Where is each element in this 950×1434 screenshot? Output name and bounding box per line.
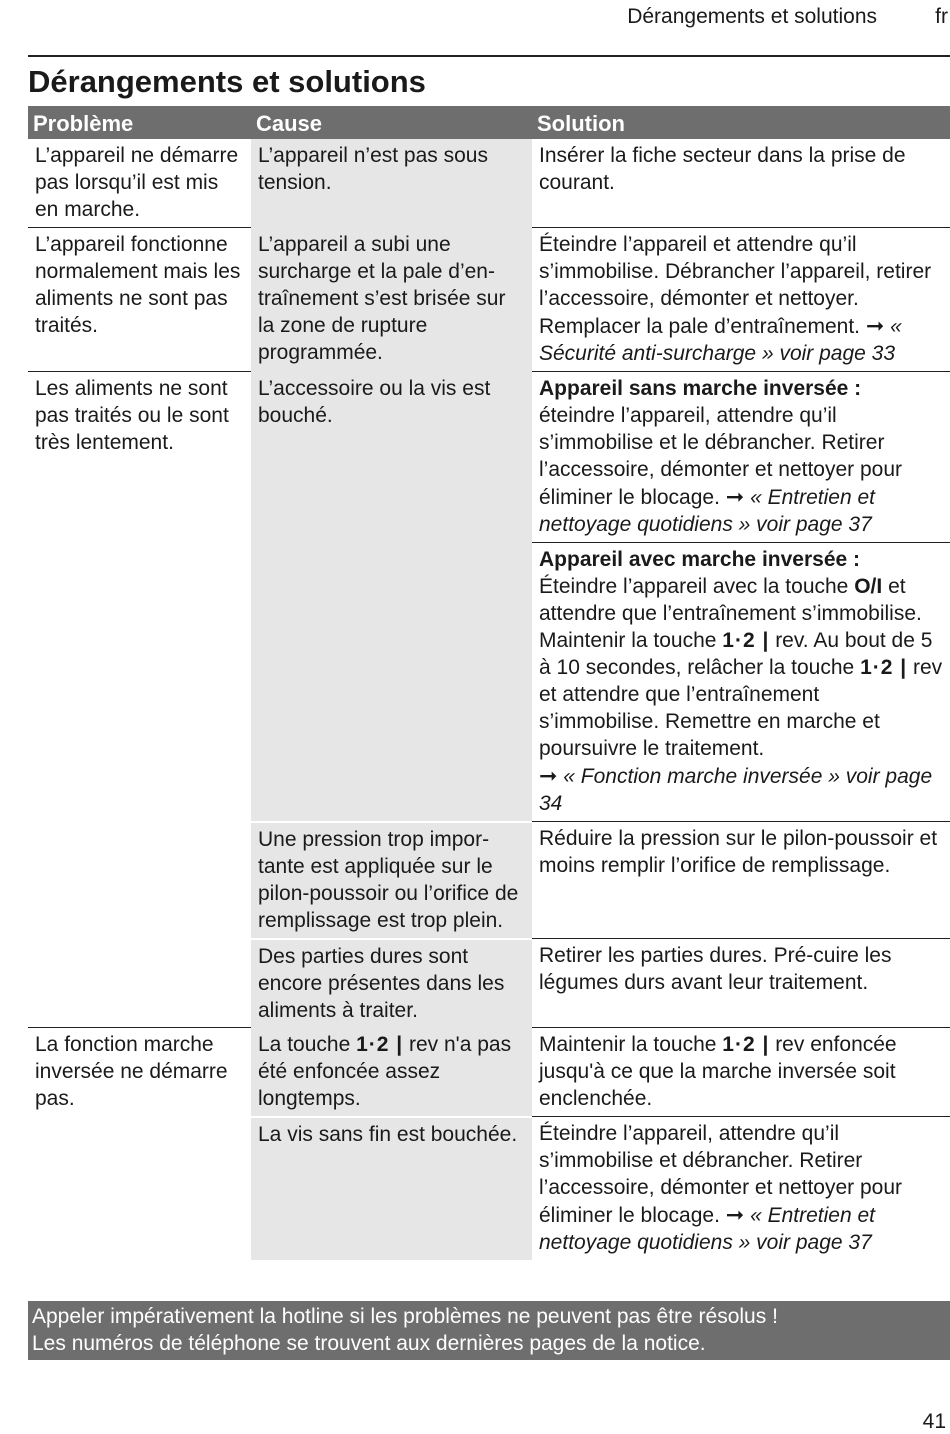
solution-cell [532,228,950,372]
solution-cell [532,543,950,822]
hotline-note [28,1301,950,1360]
troubleshooting-table [28,106,950,1260]
solution-text: rev enfoncée jusqu'à ce que la marche inversée soit enclenchée. [539,1033,897,1110]
table-row [28,372,950,543]
solution-text: Éteindre l’appareil et attendre qu’il s’immobilise. Débrancher l’appareil, retirer l’accessoire, démonter et nettoyer. Remplacer la pale d’entraînement. [539,233,932,338]
table-row [28,139,950,228]
hotline-note-line: Appeler impérativement la hotline si les problèmes ne peuvent pas être résolus ! [32,1305,778,1328]
cause-text: La touche [258,1032,351,1056]
solution-cell [532,1028,950,1117]
solution-text: Éteindre l’appareil avec la touche [539,575,849,598]
solution-text: rev [912,656,943,679]
solution-cell [532,1117,950,1261]
solution-text: et attendre que l’entraînement s’immobilise. Maintenir la touche [539,575,922,652]
solution-cell [532,372,950,543]
solution-cell: Réduire la pression sur le pilon-poussoir et moins remplir l’orifice de remplissage. [532,822,950,939]
problem-cell: La fonction marche inversée ne démarre pas. [28,1028,251,1261]
speed-button-symbol: 1·2 | [356,1032,404,1056]
hotline-note-line: Les numéros de téléphone se trouvent aux dernières pages de la notice. [32,1332,706,1355]
solution-cell: Retirer les parties dures. Pré-cuire les légumes durs avant leur traitement. [532,939,950,1028]
reference-arrow-icon: ➞ [539,763,558,788]
problem-cell: L’appareil ne démarre pas lorsqu’il est mis en marche. [28,139,251,228]
cause-cell: La vis sans fin est bouchée. [251,1117,532,1261]
cause-cell: L’accessoire ou la vis est bouché. [251,372,532,822]
solution-heading: Appareil avec marche inversée : [539,548,861,571]
header-solution: Solution [532,106,950,139]
solution-text: Au bout de 5 à 10 secondes, relâcher la touche [539,629,933,679]
table-row [28,228,950,372]
cause-cell: Une pression trop importante est appliquée sur le pilon-poussoir ou l’orifice de remplissage est trop plein. [251,822,532,939]
solution-text: Maintenir la touche [539,1033,717,1056]
on-off-button-symbol: O/I [854,575,883,598]
table-row [28,1028,950,1117]
reference-arrow-icon: ➞ [725,484,745,509]
solution-text: rev. [775,629,809,652]
problem-cell: Les aliments ne sont pas traités ou le sont très lentement. [28,372,251,1028]
cause-cell: Des parties dures sont encore présentes dans les aliments à traiter. [251,939,532,1028]
page-title: Dérangements et solutions [28,64,426,99]
running-header-title: Dérangements et solutions [627,5,877,28]
header-problem: Problème [28,106,251,139]
page-reference: « Sécurité anti-surcharge » voir page 33 [539,315,902,365]
page-number: 41 [922,1410,946,1433]
speed-button-symbol: 1·2 | [722,1033,770,1056]
language-code: fr [935,5,948,28]
speed-button-symbol: 1·2 | [860,656,908,679]
reference-arrow-icon: ➞ [725,1202,745,1227]
solution-cell: Insérer la fiche secteur dans la prise de courant. [532,139,950,228]
solution-text: Éteindre l’appareil, attendre qu’il s’immobilise et débrancher. Retirer l’accessoire, démonter et nettoyer pour éliminer le blocage. [539,1122,903,1227]
problem-cell: L’appareil fonctionne normalement mais les aliments ne sont pas traités. [28,228,251,372]
header-cause: Cause [251,106,532,139]
solution-text: et attendre que l’entraînement s’immobilise. Remettre en marche et poursuivre le traitement. [539,683,880,760]
header-rule [28,55,950,57]
page-reference: « Fonction marche inversée » voir page 34 [539,765,933,815]
solution-text: éteindre l’appareil, attendre qu’il s’immobilise et le débrancher. Retirer l’accessoire, démonter et nettoyer pour éliminer le blocage. [539,404,903,509]
page-reference: « Entretien et nettoyage quotidiens » voir page 37 [539,1204,875,1254]
reference-arrow-icon: ➞ [865,313,885,338]
cause-cell: L’appareil n’est pas sous tension. [251,139,532,228]
speed-button-symbol: 1·2 | [722,629,770,652]
running-header [28,4,950,30]
cause-cell: L’appareil a subi une surcharge et la pale d’entraînement s’est brisée sur la zone de rupture programmée. [251,228,532,372]
cause-cell [251,1028,532,1117]
page-reference: « Entretien et nettoyage quotidiens » voir page 37 [539,486,875,536]
cause-text: rev n'a pas été enfoncée assez longtemps. [258,1032,512,1110]
table-header-row [28,106,950,139]
solution-heading: Appareil sans marche inversée : [539,377,862,400]
